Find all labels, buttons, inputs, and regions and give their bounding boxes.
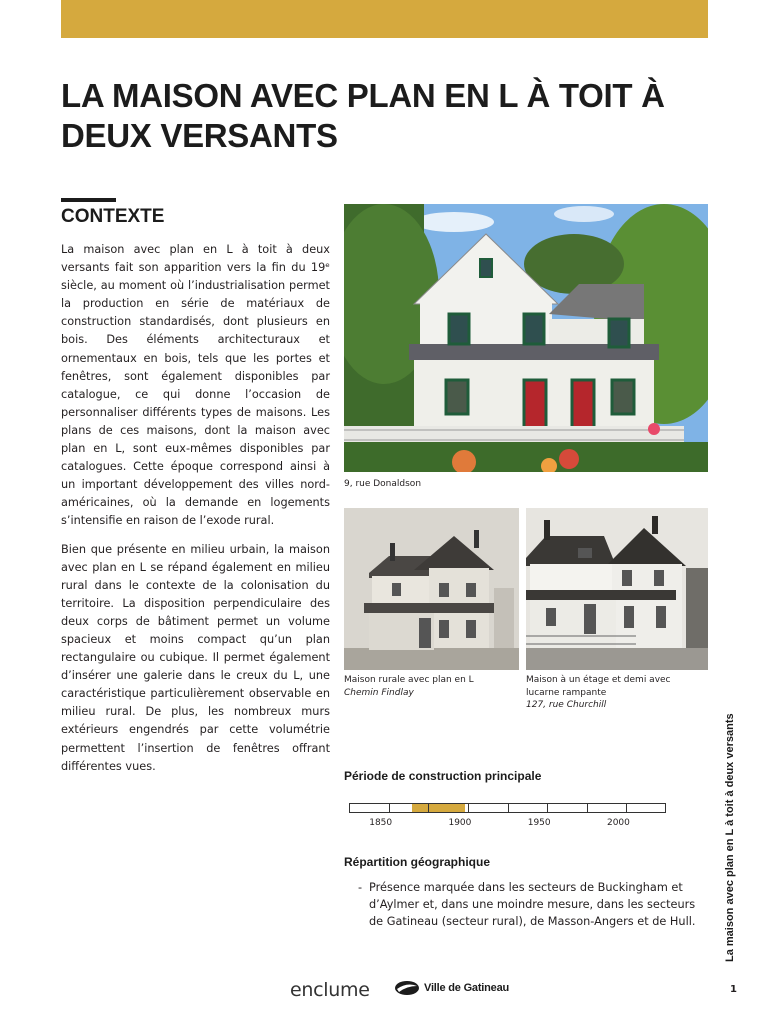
timeline-tick-label: 1950 [527, 818, 551, 828]
section-rule [61, 198, 116, 202]
body-text [61, 241, 330, 786]
gatineau-emblem-icon [394, 980, 420, 996]
section-heading: CONTEXTE [61, 206, 165, 227]
photo-rural-house [344, 508, 519, 670]
geography-bullet [358, 879, 698, 930]
page-title: LA MAISON AVEC PLAN EN L À TOIT À DEUX VERSANTS [61, 77, 665, 154]
caption-rural-title: Maison rurale avec plan en L [344, 675, 474, 685]
geography-bullet-text: Présence marquée dans les secteurs de Buckingham et d’Aylmer et, dans une moindre mesure, dans les secteurs de Gatineau (secteur rural), de Masson-Angers et de Hull. [369, 881, 696, 928]
geography-heading: Répartition géographique [344, 855, 491, 869]
caption-churchill-line-2: lucarne rampante [526, 687, 607, 698]
timeline-tick-label: 1900 [448, 818, 472, 828]
side-running-title: La maison avec plan en L à toit à deux versants [724, 713, 736, 962]
ville-de-gatineau-logo [394, 980, 509, 996]
timeline-tick-label: 1850 [369, 818, 393, 828]
timeline-heading: Période de construction principale [344, 769, 542, 783]
timeline-divider [428, 803, 429, 813]
photo-churchill-house [526, 508, 708, 670]
paragraph-2: Bien que présente en milieu urbain, la maison avec plan en L se répand également en milieu rural dans le contexte de la colonisation du territoire. La disposition perpendiculaire des deux corps de bâtiment permet un volume spacieux et moins compact qu’un plan rectangulaire ou cubique. Il permet également d’insérer une galerie dans le creux du L, une caractéristique particulièrement observable en milieu rural. De plus, les nombreux murs extérieurs engendrés par cette volumétrie permettent l’insertion de fenêtres offrant différentes vues. [61, 542, 330, 773]
construction-timeline [349, 803, 666, 813]
paragraph-1: La maison avec plan en L à toit à deux versants fait son apparition vers la fin du 19ᵉ siècle, au moment où l’industrialisation permet la production en série de matériaux de construction standardisés, dont plusieurs en bois. Des éléments architecturaux et ornementaux en bois, tels que les portes et fenêtres, sont également disponibles par catalogue, ce qui donne l’occasion de personnaliser différents types de maisons. Les plans de ces maisons, dont la maison avec plan en L, sont eux-mêmes disponibles par catalogues. Cette époque correspond ainsi à un important développement des villes nord-américaines, où la demande en logements s’intensifie en raison de l’exode rural. [61, 243, 330, 528]
top-accent-bar [61, 0, 708, 38]
photo-main-house [344, 204, 708, 472]
bullet-marker: - [358, 881, 363, 894]
caption-churchill-house [526, 674, 708, 712]
caption-churchill-line-1: Maison à un étage et demi avec [526, 675, 671, 685]
timeline-tick-label: 2000 [606, 818, 630, 828]
timeline-highlight [412, 804, 464, 812]
caption-rural-house [344, 674, 519, 699]
caption-rural-location: Chemin Findlay [344, 687, 414, 698]
timeline-divider [547, 803, 548, 813]
caption-main-photo: 9, rue Donaldson [344, 479, 422, 489]
ville-de-gatineau-text: Ville de Gatineau [424, 982, 510, 994]
page-number: 1 [730, 984, 737, 995]
timeline-divider [587, 803, 588, 813]
timeline-divider [508, 803, 509, 813]
timeline-divider [468, 803, 469, 813]
caption-churchill-location: 127, rue Churchill [526, 700, 607, 710]
timeline-divider [626, 803, 627, 813]
timeline-divider [389, 803, 390, 813]
enclume-logo: enclume [290, 979, 370, 1001]
